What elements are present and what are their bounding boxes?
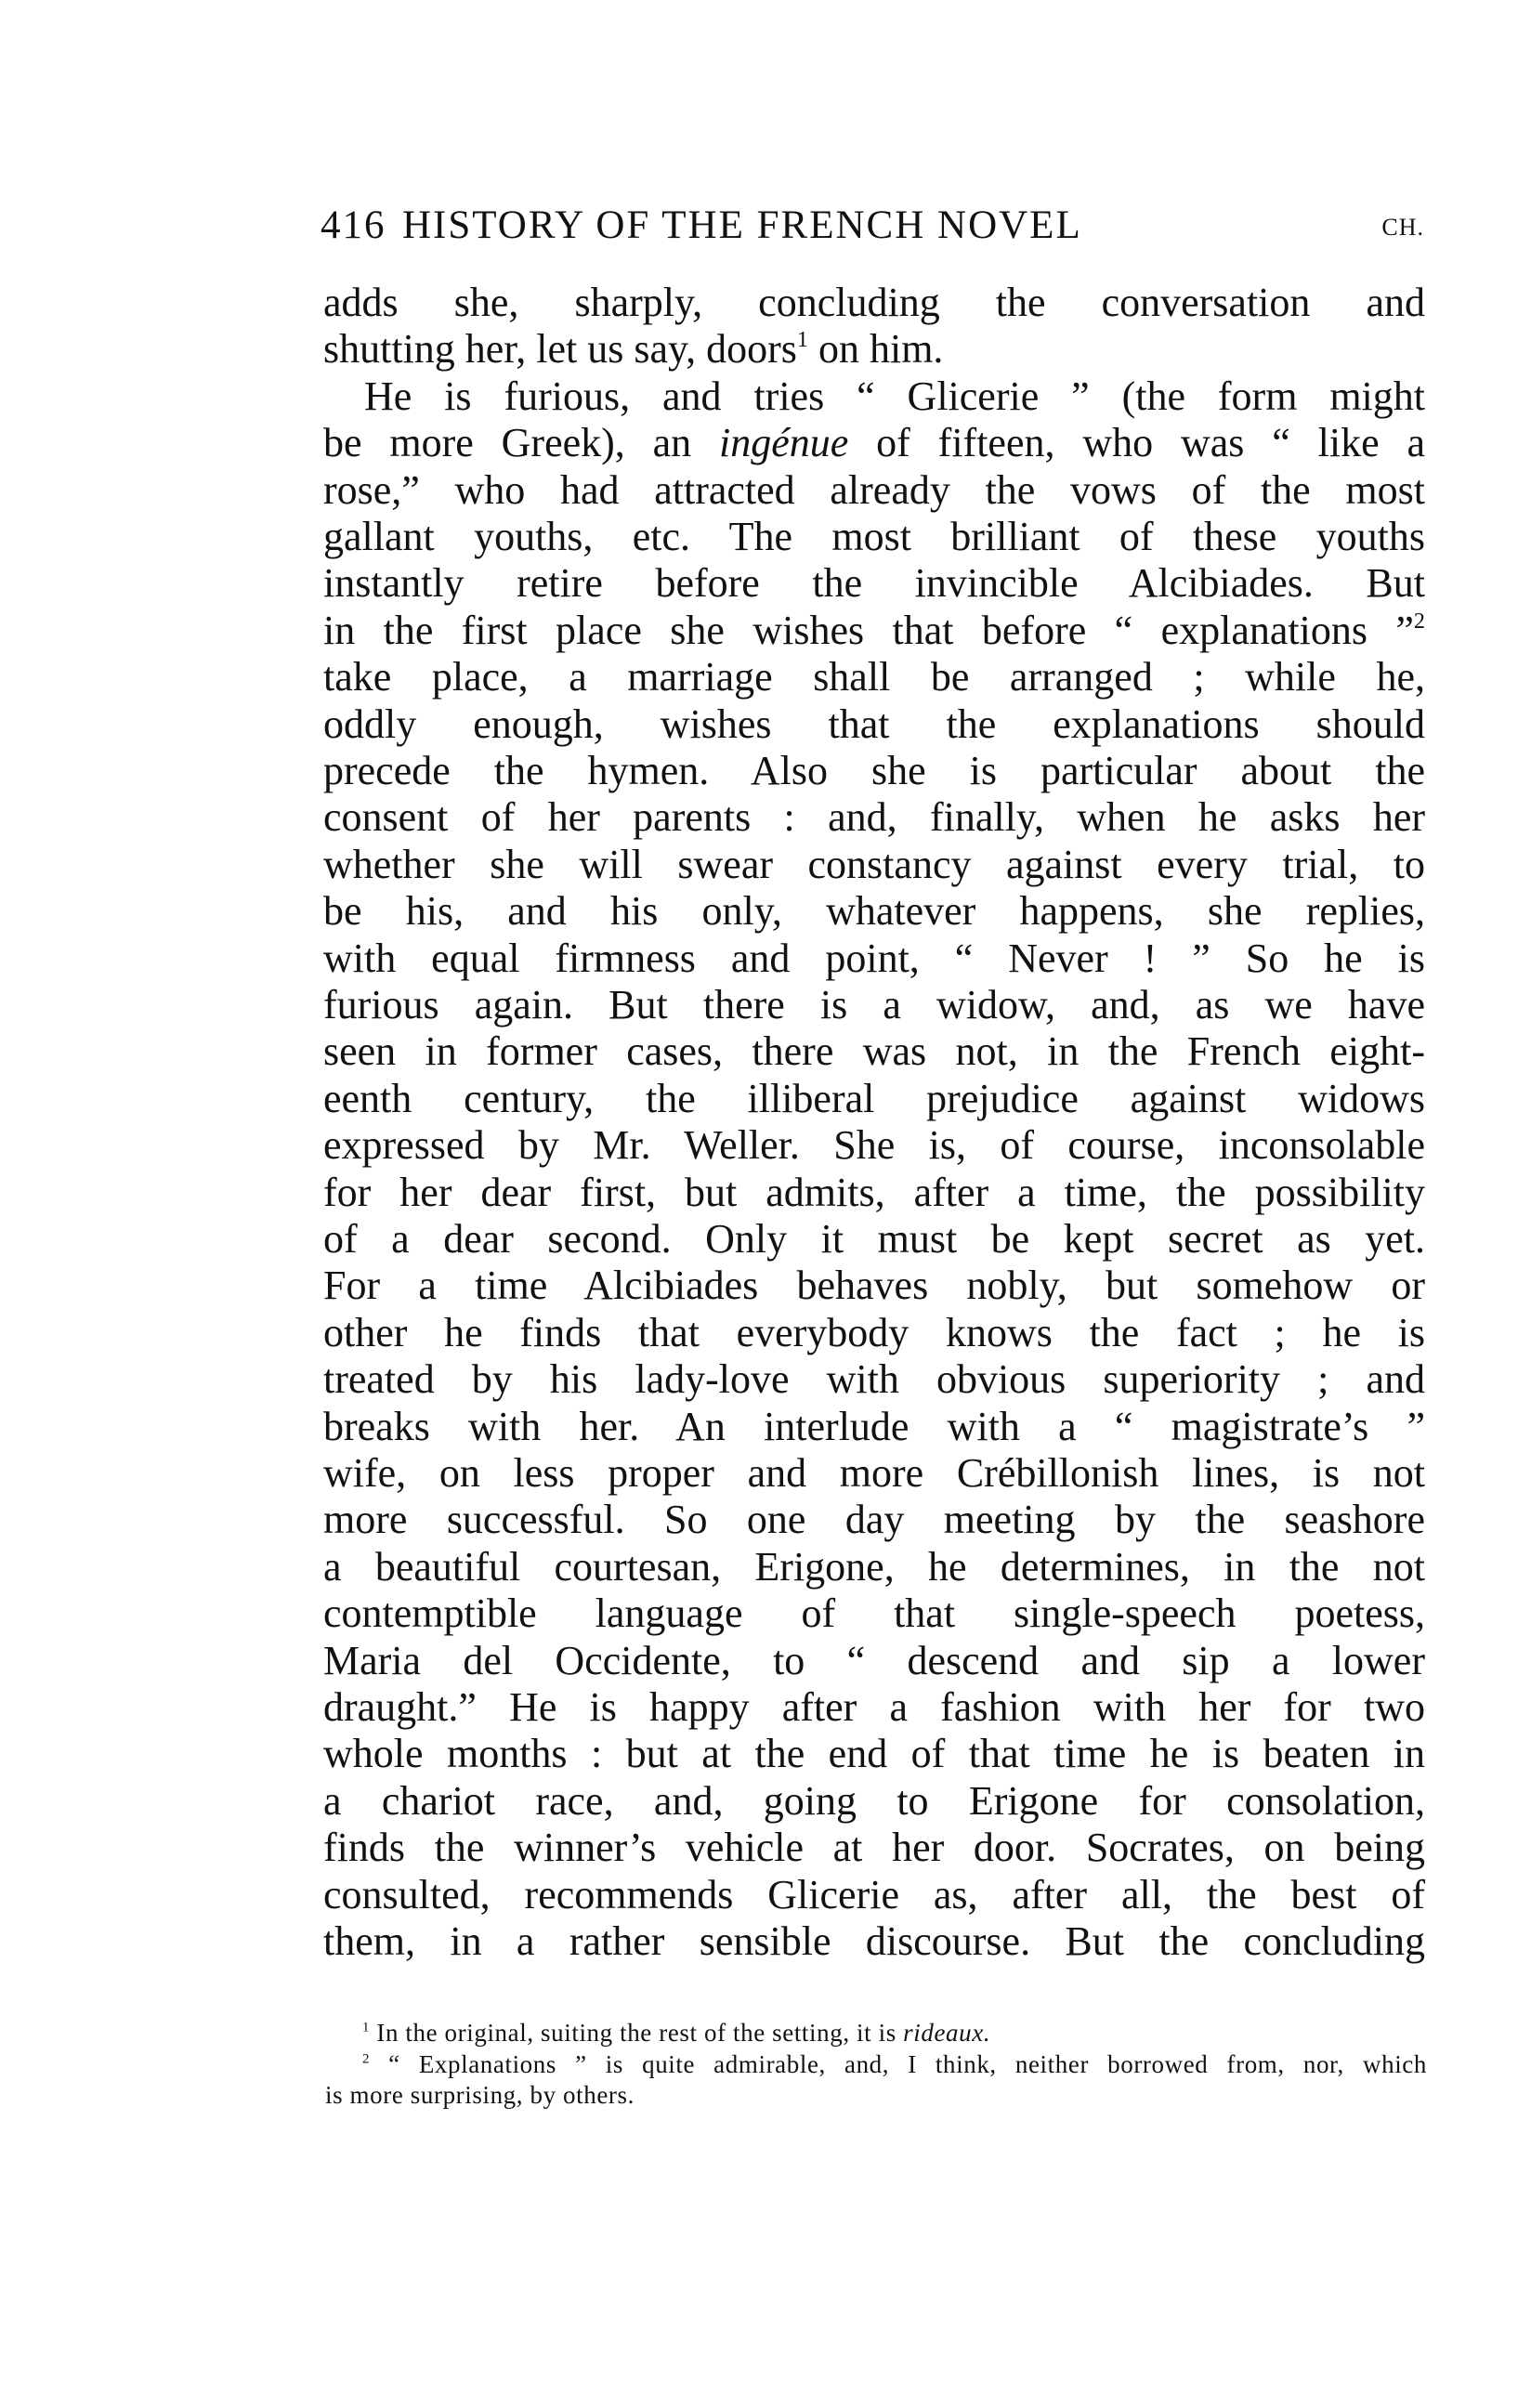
text-run: Maria del Occidente, to “ descend and sip a lower [323,1637,1425,1683]
text-run: whole months : but at the end of that time he is beaten in [323,1731,1425,1777]
text-line [323,326,1425,373]
text-run: treated by his lady-love with obvious superiority ; and [323,1356,1425,1403]
italic-text: rideaux. [903,2019,991,2047]
text-run: gallant youths, etc. The most brilliant of these youths [323,514,1425,559]
text-run: on him. [807,326,944,373]
text-line [323,1778,1425,1825]
text-run: adds she, sharply, concluding the conversation and [323,280,1425,325]
text-run: a beautiful courtesan, Erigone, he determines, in the not [323,1543,1425,1590]
text-run: precede the hymen. Also she is particular about the [323,748,1425,793]
text-line [323,982,1425,1028]
text-line [323,420,1425,466]
text-line [323,373,1425,420]
text-line [323,1825,1425,1871]
text-line [323,1872,1425,1918]
text-run: contemptible language of that single-speech poetess, [323,1590,1425,1637]
chapter-mark: CH. [1381,214,1424,241]
text-run: instantly retire before the invincible Alcibiades. But [323,560,1425,607]
text-line [323,1216,1425,1263]
text-line [323,1263,1425,1309]
footnote-line [325,2049,1427,2080]
page-number: 416 [321,203,386,247]
running-header [321,203,1424,255]
text-line [323,1590,1425,1637]
running-title: HISTORY OF THE FRENCH NOVEL [402,203,1082,247]
text-line [323,1076,1425,1122]
text-run: with equal firmness and point, “ Never ! ” So he is [323,935,1425,981]
text-run: is more surprising, by others. [325,2081,635,2109]
text-line [323,1170,1425,1216]
text-run: For a time Alcibiades behaves nobly, but somehow or [323,1263,1425,1309]
text-line [323,280,1425,326]
text-run: for her dear first, but admits, after a time, the possibility [323,1169,1425,1215]
text-line [323,1028,1425,1075]
text-line [323,560,1425,607]
text-line [323,888,1425,935]
text-run: In the original, suiting the rest of the setting, it is [370,2019,904,2047]
text-line [323,1450,1425,1497]
italic-text: ingénue [719,420,849,466]
footnote-marker: 2 [362,2051,371,2067]
text-line [323,794,1425,841]
text-line [323,1918,1425,1965]
text-run: rose,” who had attracted already the vows of the most [323,466,1425,513]
text-run: of fifteen, who was “ like a [848,420,1425,466]
text-line [323,1310,1425,1356]
text-run: shutting her, let us say, doors [323,326,797,373]
text-line [323,654,1425,700]
text-run: furious again. But there is a widow, and, as we have [323,982,1425,1027]
text-run: in the first place she wishes that before “ explanations ” [323,607,1414,653]
text-run: them, in a rather sensible discourse. But the concluding [323,1918,1425,1964]
text-line [323,1356,1425,1403]
text-run: be his, and his only, whatever happens, she replies, [323,888,1425,935]
text-line [323,701,1425,748]
text-line [323,1544,1425,1590]
text-run: seen in former cases, there was not, in the French eight- [323,1028,1425,1075]
text-line [323,1684,1425,1731]
text-line [323,608,1425,654]
text-line [323,842,1425,888]
text-run: consulted, recommends Glicerie as, after all, the best of [323,1871,1425,1917]
text-run: more successful. So one day meeting by the seashore [323,1497,1425,1543]
text-run: oddly enough, wishes that the explanations should [323,700,1425,747]
text-run: expressed by Mr. Weller. She is, of course, inconsolable [323,1122,1425,1169]
text-line [323,467,1425,514]
text-line [323,1122,1425,1169]
text-run: other he finds that everybody knows the fact ; he is [323,1309,1425,1355]
text-line [323,1638,1425,1684]
footnote-line [325,2018,1427,2048]
text-run: consent of her parents : and, finally, when he asks her [323,794,1425,841]
text-run: finds the winner’s vehicle at her door. Socrates, on being [323,1825,1425,1871]
text-line [323,1404,1425,1450]
text-run: eenth century, the illiberal prejudice against widows [323,1075,1425,1121]
text-line [323,936,1425,982]
text-run: take place, a marriage shall be arranged ; while he, [323,654,1425,700]
text-run: wife, on less proper and more Crébillonish lines, is not [323,1450,1425,1496]
text-line [323,748,1425,794]
text-run: whether she will swear constancy against every trial, to [323,841,1425,887]
text-line [323,1731,1425,1777]
footnote-marker: 1 [362,2020,371,2035]
text-run: “ Explanations ” is quite admirable, and, I think, neither borrowed from, nor, which [370,2049,1427,2078]
footnote-marker: 1 [796,327,808,353]
text-run: draught.” He is happy after a fashion with her for two [323,1684,1425,1730]
footnote-line [325,2080,1427,2111]
text-line [323,514,1425,560]
text-line [323,1497,1425,1543]
text-run: He is furious, and tries “ Glicerie ” (the form might [364,373,1425,419]
text-run: be more Greek), an [323,420,720,466]
text-run: breaks with her. An interlude with a “ magistrate’s ” [323,1403,1425,1449]
text-run: a chariot race, and, going to Erigone for consolation, [323,1777,1425,1824]
footnote-marker: 2 [1413,608,1425,634]
text-run: of a dear second. Only it must be kept secret as yet. [323,1216,1425,1262]
